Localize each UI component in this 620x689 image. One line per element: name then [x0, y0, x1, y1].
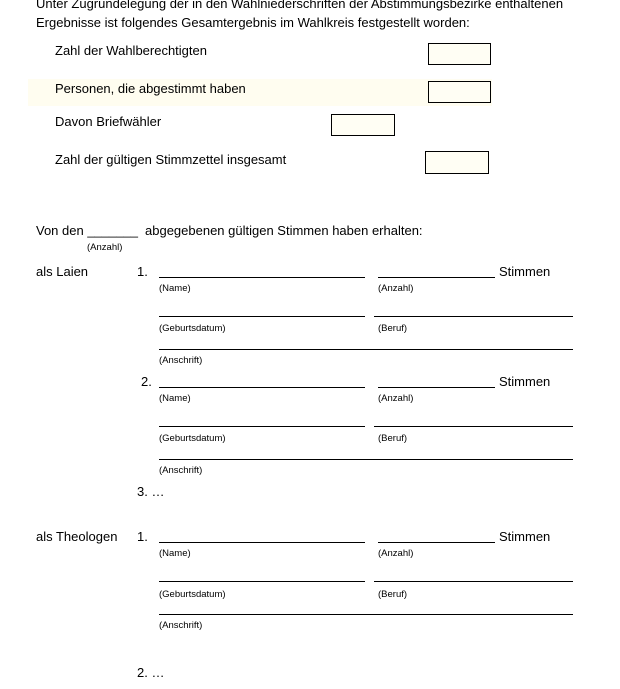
laity-2-birthdate-line[interactable] [159, 426, 365, 427]
laity-2-profession-line[interactable] [374, 426, 573, 427]
votes-prefix: Von den _______ [36, 223, 138, 238]
laity-1-stimmen: Stimmen [499, 264, 551, 279]
laity-1-address-line[interactable] [159, 349, 573, 350]
laity-2-name-line[interactable] [159, 387, 365, 388]
label-eligible: Zahl der Wahlberechtigten [55, 43, 207, 58]
laity-number-1: 1. [137, 264, 148, 279]
theologians-1-address-line[interactable] [159, 614, 573, 615]
label-postal: Davon Briefwähler [55, 114, 162, 129]
theologians-1-birthdate-line[interactable] [159, 581, 365, 582]
laity-2-birthdate-label: (Geburtsdatum) [159, 433, 226, 444]
laity-1-birthdate-label: (Geburtsdatum) [159, 323, 226, 334]
laity-2-stimmen: Stimmen [499, 374, 551, 389]
theologians-1-count-line[interactable] [378, 542, 495, 543]
laity-2-address-line[interactable] [159, 459, 573, 460]
laity-number-2: 2. [141, 374, 152, 389]
theologians-1-address-label: (Anschrift) [159, 620, 203, 631]
laity-1-name-label: (Name) [159, 283, 191, 294]
theologians-number-2: 2. … [137, 665, 165, 680]
laity-number-3: 3. … [137, 484, 165, 499]
laity-2-address-label: (Anschrift) [159, 465, 203, 476]
laity-2-profession-label: (Beruf) [378, 433, 408, 444]
intro-line-1: Unter Zugrundelegung der in den Wahlniederschriften der Abstimmungsbezirke enthaltenen [36, 0, 564, 11]
theologians-1-profession-line[interactable] [374, 581, 573, 582]
postal-field[interactable] [331, 114, 395, 136]
theologians-1-stimmen: Stimmen [499, 529, 551, 544]
theologians-1-name-line[interactable] [159, 542, 365, 543]
valid-ballots-field[interactable] [425, 151, 489, 174]
intro-line-2: Ergebnisse ist folgendes Gesamtergebnis im Wahlkreis festgestellt worden: [36, 15, 470, 30]
laity-1-address-label: (Anschrift) [159, 355, 203, 366]
theologians-1-birthdate-label: (Geburtsdatum) [159, 589, 226, 600]
votes-count-hint: (Anzahl) [87, 242, 123, 253]
voted-field[interactable] [428, 81, 491, 103]
laity-2-count-label: (Anzahl) [378, 393, 414, 404]
laity-2-name-label: (Name) [159, 393, 191, 404]
eligible-field[interactable] [428, 43, 491, 65]
laity-1-profession-line[interactable] [374, 316, 573, 317]
laity-heading: als Laien [36, 264, 89, 279]
theologians-number-1: 1. [137, 529, 148, 544]
laity-1-profession-label: (Beruf) [378, 323, 408, 334]
label-valid-ballots: Zahl der gültigen Stimmzettel insgesamt [55, 152, 287, 167]
laity-1-name-line[interactable] [159, 277, 365, 278]
label-voted: Personen, die abgestimmt haben [55, 81, 246, 96]
laity-1-birthdate-line[interactable] [159, 316, 365, 317]
laity-2-count-line[interactable] [378, 387, 495, 388]
theologians-heading: als Theologen [36, 529, 118, 544]
laity-1-count-label: (Anzahl) [378, 283, 414, 294]
votes-suffix: abgegebenen gültigen Stimmen haben erhalten: [145, 223, 423, 238]
theologians-1-name-label: (Name) [159, 548, 191, 559]
theologians-1-profession-label: (Beruf) [378, 589, 408, 600]
theologians-1-count-label: (Anzahl) [378, 548, 414, 559]
laity-1-count-line[interactable] [378, 277, 495, 278]
